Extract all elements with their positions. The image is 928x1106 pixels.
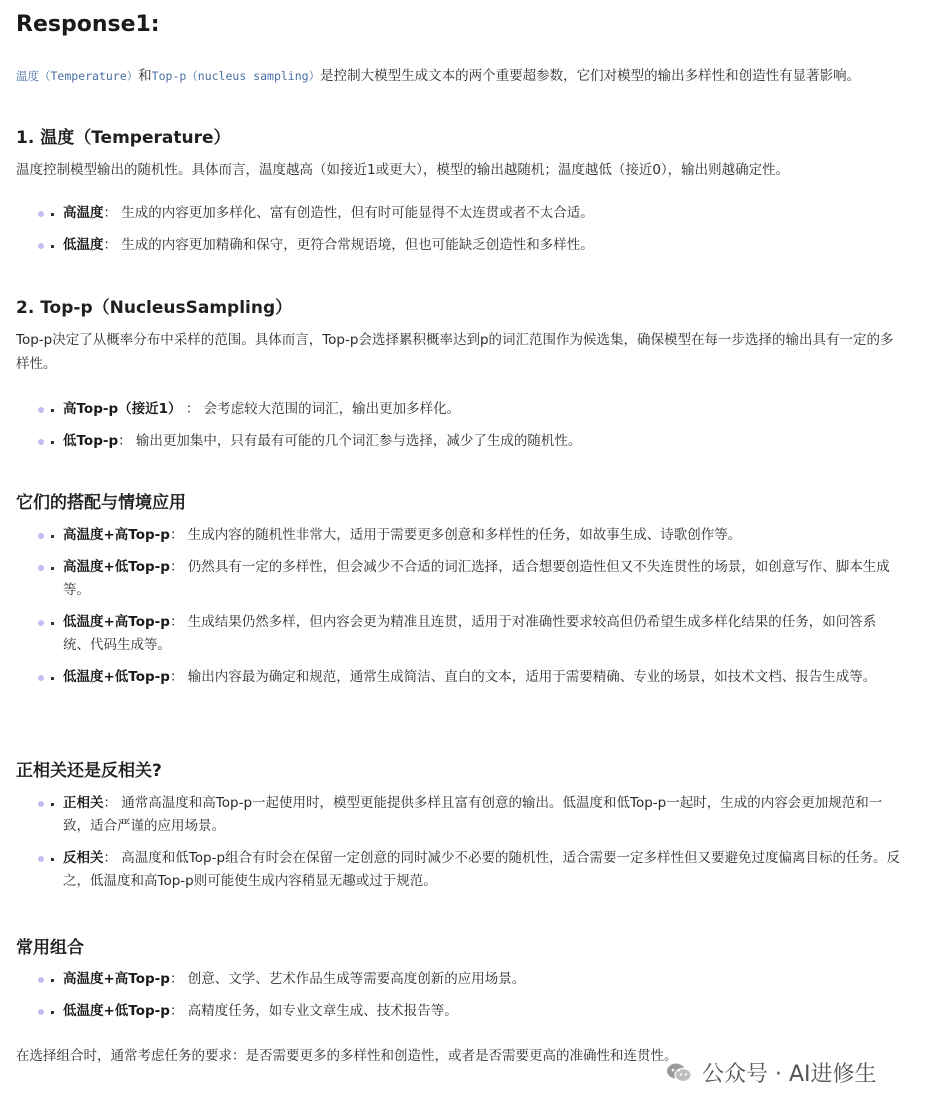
list-combination	[38, 524, 903, 689]
page-title: Response1:	[16, 12, 160, 37]
wechat-icon	[666, 1062, 692, 1084]
section-heading-common: 常用组合	[16, 938, 84, 958]
bullet-icon	[38, 675, 44, 681]
bullet-icon	[38, 565, 44, 571]
list-item: 高Top-p（接近1） ： 会考虑较大范围的词汇，输出更加多样化。	[38, 398, 903, 421]
section-heading-combination: 它们的搭配与情境应用	[16, 493, 186, 513]
bullet-icon	[38, 801, 44, 807]
section-desc-top-p: Top-p决定了从概率分布中采样的范围。具体而言，Top-p会选择累积概率达到p的词汇范围作为候选集，确保模型在每一步选择的输出具有一定的多样性。	[16, 332, 894, 372]
code-temperature: 温度（Temperature）	[16, 69, 139, 83]
intro-paragraph: 温度（Temperature）和Top-p（nucleus sampling）是控制大模型生成文本的两个重要超参数，它们对模型的输出多样性和创造性有显著影响。	[16, 68, 861, 84]
bullet-icon	[38, 407, 44, 413]
watermark-text: 公众号 · AI进修生	[702, 1062, 877, 1087]
list-item: 低温度： 生成的内容更加精确和保守，更符合常规语境，但也可能缺乏创造性和多样性。	[38, 234, 903, 257]
list-temperature	[38, 202, 903, 257]
list-item: 高温度+高Top-p： 生成内容的随机性非常大，适用于需要更多创意和多样性的任务，如故事生成、诗歌创作等。	[38, 524, 903, 547]
list-item: 低温度+低Top-p： 输出内容最为确定和规范，通常生成简洁、直白的文本，适用于需要精确、专业的场景，如技术文档、报告生成等。	[38, 666, 903, 689]
list-common	[38, 968, 903, 1023]
list-item: 反相关： 高温度和低Top-p组合有时会在保留一定创意的同时减少不必要的随机性，适合需要一定多样性但又要避免过度偏离目标的任务。反之，低温度和高Top-p则可能使生成内容稍显无趣或过于规范。	[38, 847, 903, 893]
conclusion-paragraph: 在选择组合时，通常考虑任务的要求：是否需要更多的多样性和创造性，或者是否需要更高的准确性和连贯性。	[16, 1048, 678, 1064]
list-top-p	[38, 398, 903, 453]
section-heading-top-p: 2. Top-p（NucleusSampling）	[16, 298, 293, 318]
list-correlation	[38, 792, 903, 893]
bullet-icon	[38, 1009, 44, 1015]
list-item: 高温度： 生成的内容更加多样化、富有创造性，但有时可能显得不太连贯或者不太合适。	[38, 202, 903, 225]
list-item: 低温度+低Top-p： 高精度任务，如专业文章生成、技术报告等。	[38, 1000, 903, 1023]
section-desc-temperature: 温度控制模型输出的随机性。具体而言，温度越高（如接近1或更大），模型的输出越随机；温度越低（接近0），输出则越确定性。	[16, 162, 790, 178]
bullet-icon	[38, 620, 44, 626]
bullet-icon	[38, 533, 44, 539]
bullet-icon	[38, 243, 44, 249]
section-heading-temperature: 1. 温度（Temperature）	[16, 128, 231, 148]
list-item: 高温度+低Top-p： 仍然具有一定的多样性，但会减少不合适的词汇选择，适合想要创造性但又不失连贯性的场景，如创意写作、脚本生成等。	[38, 556, 903, 602]
list-item: 低温度+高Top-p： 生成结果仍然多样，但内容会更为精准且连贯，适用于对准确性要求较高但仍希望生成多样化结果的任务，如问答系统、代码生成等。	[38, 611, 903, 657]
bullet-icon	[38, 856, 44, 862]
bullet-icon	[38, 211, 44, 217]
list-item: 高温度+高Top-p： 创意、文学、艺术作品生成等需要高度创新的应用场景。	[38, 968, 903, 991]
code-top-p: Top-p（nucleus sampling）	[151, 69, 321, 83]
list-item: 低Top-p： 输出更加集中，只有最有可能的几个词汇参与选择，减少了生成的随机性。	[38, 430, 903, 453]
list-item: 正相关： 通常高温度和高Top-p一起使用时，模型更能提供多样且富有创意的输出。低温度和低Top-p一起时，生成的内容会更加规范和一致，适合严谨的应用场景。	[38, 792, 903, 838]
watermark	[666, 1057, 877, 1088]
bullet-icon	[38, 439, 44, 445]
section-heading-correlation: 正相关还是反相关?	[16, 761, 162, 781]
bullet-icon	[38, 977, 44, 983]
